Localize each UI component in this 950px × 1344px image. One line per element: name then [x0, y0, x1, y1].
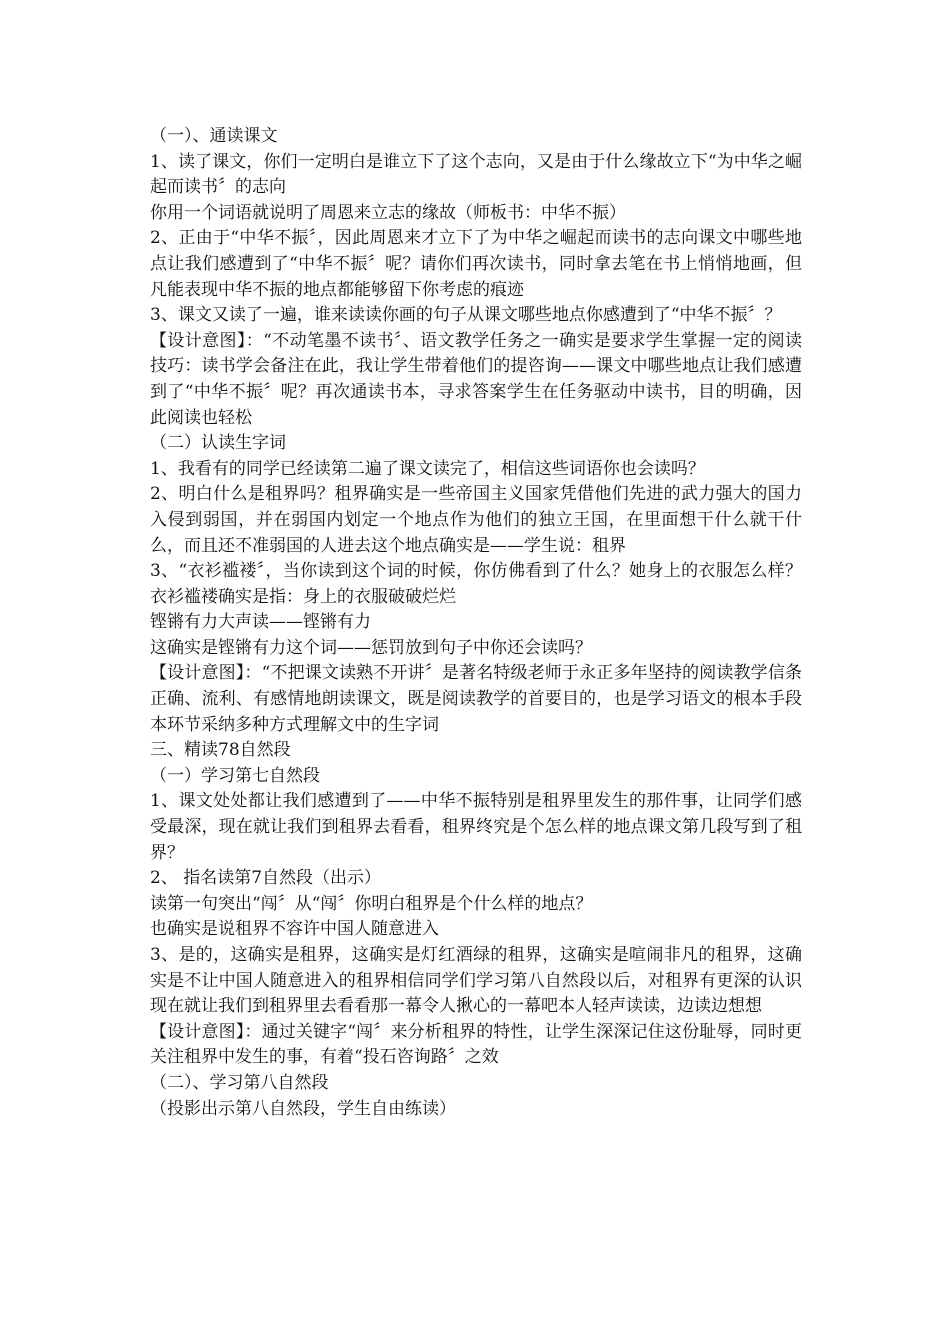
paragraph: 1、课文处处都让我们感遭到了——中华不振特别是租界里发生的那件事，让同学们感受最深，现在就让我们到租界去看看，租界终究是个怎么样的地点课文第几段写到了租界？: [150, 791, 802, 863]
document-page: [150, 124, 802, 1122]
section-heading-close-reading: 三、精读78自然段: [150, 740, 291, 761]
paragraph: 3、课文又读了一遍，谁来读读你画的句子从课文哪些地点你感遭到了“中华不振〞？: [150, 305, 782, 326]
paragraph: 2、 指名读第7自然段（出示）: [150, 868, 382, 889]
paragraph: 读第一句突出“闯〞从“闯〞你明白租界是个什么样的地点？: [150, 893, 593, 914]
paragraph: 3、“衣衫褴褛〞，当你读到这个词的时候，你仿佛看到了什么？她身上的衣服怎么样？衣衫褴褛确实是指：身上的衣服破破烂烂: [150, 561, 802, 607]
section-heading-read-text: （一）、通读课文: [150, 126, 278, 146]
design-intent-paragraph: 【设计意图】：通过关键字“闯〞来分析租界的特性，让学生深深记住这份耻辱，同时更关注租界中发生的事，有着“投石咨询路〞之效: [150, 1021, 802, 1068]
paragraph: 这确实是铿锵有力这个词——惩罚放到句子中你还会读吗？: [150, 637, 592, 658]
paragraph: 2、正由于“中华不振〞，因此周恩来才立下了为中华之崛起而读书的志向课文中哪些地点让我们感遭到了“中华不振〞呢？请你们再次读书，同时拿去笔在书上悄悄地画，但凡能表现中华不振的地点都能够留下你考虑的痕迹: [150, 228, 802, 300]
section-heading-new-words: （二）认读生字词: [150, 433, 286, 454]
subsection-heading-paragraph-eight: （二）、学习第八自然段: [150, 1072, 329, 1093]
paragraph: 3、是的，这确实是租界，这确实是灯红酒绿的租界，这确实是喧闹非凡的租界，这确实是不让中国人随意进入的租界相信同学们学习第八自然段以后，对租界有更深的认识现在就让我们到租界里去看看那一幕令人揪心的一幕吧本人轻声读读，边读边想想: [150, 945, 802, 1017]
paragraph: 也确实是说租界不容许中国人随意进入: [150, 919, 439, 940]
paragraph: 1、我看有的同学已经读第二遍了课文读完了，相信这些词语你也会读吗？: [150, 458, 705, 479]
paragraph: 2、明白什么是租界吗？租界确实是一些帝国主义国家凭借他们先进的武力强大的国力入侵到弱国，并在弱国内划定一个地点作为他们的独立王国，在里面想干什么就干什么，而且还不准弱国的人进去这个地点确实是——学生说：租界: [150, 484, 802, 556]
paragraph: （投影出示第八自然段，学生自由练读）: [150, 1098, 456, 1119]
paragraph: 铿锵有力大声读——铿锵有力: [150, 612, 371, 633]
paragraph: 1、读了课文，你们一定明白是谁立下了这个志向，又是由于什么缘故立下“为中华之崛起而读书〞的志向: [150, 151, 802, 198]
subsection-heading-paragraph-seven: （一）学习第七自然段: [150, 765, 320, 786]
design-intent-paragraph: 【设计意图】：“不把课文读熟不开讲〞是著名特级老师于永正多年坚持的阅读教学信条正确、流利、有感情地朗读课文，既是阅读教学的首要目的，也是学习语文的根本手段本环节采纳多种方式理解文中的生字词: [150, 663, 802, 735]
paragraph: 你用一个词语就说明了周恩来立志的缘故（师板书：中华不振）: [150, 202, 626, 223]
design-intent-paragraph: 【设计意图】：“不动笔墨不读书〞、语文教学任务之一确实是要求学生掌握一定的阅读技巧：读书学会备注在此，我让学生带着他们的提咨询——课文中哪些地点让我们感遭到了“中华不振〞呢？再次通读书本，寻求答案学生在任务驱动中读书，目的明确，因此阅读也轻松: [150, 330, 802, 428]
